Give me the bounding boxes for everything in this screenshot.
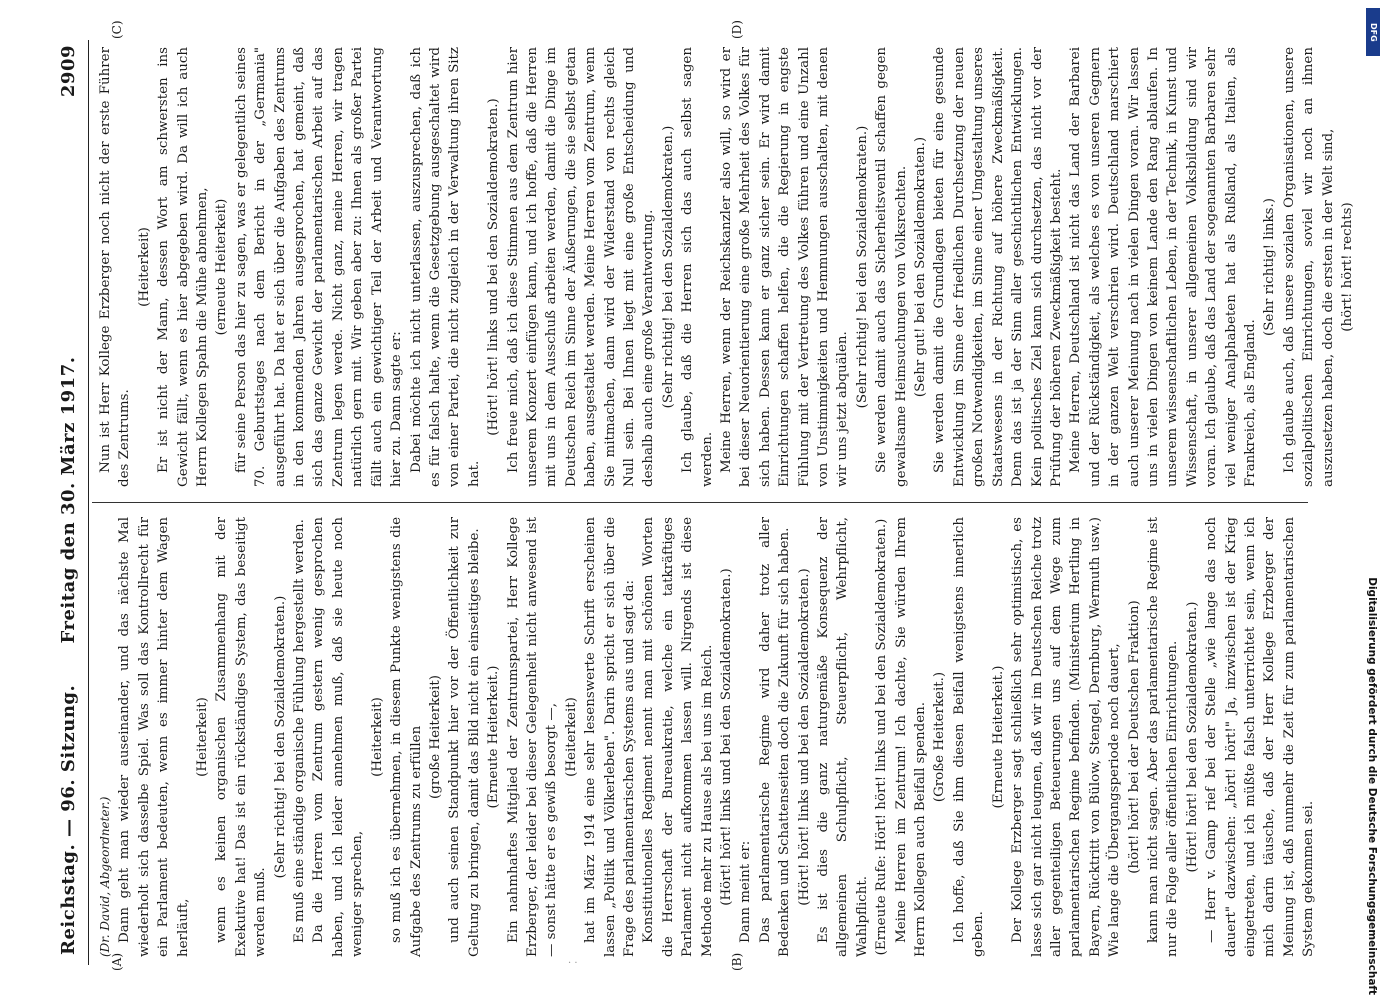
paragraph: Es muß eine ständige organische Fühlung hergestellt werden. xyxy=(292,519,308,943)
paragraph: Meine Herren im Zentrum! Ich dachte, Sie würden Ihrem Herrn Kollegen auch Beifall spenden. xyxy=(893,517,929,957)
paragraph: kann man nicht sagen. Aber das parlamentarische Regime ist nur die Folge aller öffentlichen Einrichtungen. xyxy=(1145,517,1181,957)
paragraph: — Herr v. Gamp rief bei der Stelle „wie lange das noch dauert" dazwischen: „hört! hört!" Ja, inzwischen ist der Krieg eingetreten, und ich müßte falsch unterrichtet sein, wenn ich mich darin täusche, daß der Herr Kollege Erzberger der Meinung ist, daß nunmehr die Zeit für zum parlamentarischen System gekommen sei. xyxy=(1204,517,1317,957)
interjection: (Sehr richtig! bei den Sozialdemokraten.) xyxy=(660,125,676,409)
speaker-name: (Dr. David, Abgeordneter.) xyxy=(98,796,112,957)
header-rule xyxy=(88,40,89,965)
running-header xyxy=(58,45,86,955)
paragraph: Ich glaube, daß die Herren sich das auch selbst sagen werden. xyxy=(680,47,715,487)
page-number: 2909 xyxy=(58,45,79,98)
paragraph: Meine Herren, Deutschland ist nicht das Land der Barbarei und der Rückständigkeit, als welches es von unseren Gegnern in der ganzen Welt verschrien wird. Deutschland marschiert auch unserer Meinung nach in vielen Dingen voran. Wir lassen uns in vielen Dingen von keinem Lande den Rang ablaufen. In unserem wissenschaftlichen Leben, in der Technik, in Kunst und Wissenschaft, in unserer allgemeinen Volksbildung sind wir voran. Ich glaube, daß das Land der sogenannten Barbaren sehr viel weniger Analphabeten hat als Rußland, als Italien, als Frankreich, als England. xyxy=(1068,47,1258,487)
digitization-credit xyxy=(1360,5,1378,995)
interjection: (Erneute Heiterkeit.) xyxy=(486,665,502,809)
interjection: (Hört! hört! links und bei den Sozialdemokraten.) xyxy=(486,98,502,436)
paragraph: Dann meint er: xyxy=(738,840,754,943)
interjection: (Große Heiterkeit.) xyxy=(932,671,948,803)
paragraph: hat im März 1914 eine sehr lesenswerte Schrift erscheinen lassen „Politik und Völkerleben". Darin spricht er sich über die Frage des parlamentarischen Systems aus und sagt da: xyxy=(583,517,637,957)
interjection: (Heiterkeit) xyxy=(136,227,152,307)
interjection: (Heiterkeit) xyxy=(369,697,385,777)
header-session: Reichstag. — 96. Sitzung. xyxy=(58,684,79,955)
paragraph: wenn es keinen organischen Zusammenhang mit der Exekutive hat! Das ist ein rückständiges System, das beseitigt werden muß. xyxy=(214,517,269,957)
paragraph: Nun ist Herr Kollege Erzberger noch nicht der erste Führer des Zentrums. xyxy=(98,47,133,487)
right-column xyxy=(96,47,1355,487)
paragraph: Er ist nicht der Mann, dessen Wort am schwersten ins Gewicht fällt, wenn es hier abgegeben wird. Da will ich auch Herrn Kollegen Spahn die Mühe abnehmen, xyxy=(156,47,211,487)
margin-marker-b: (B) xyxy=(730,952,744,971)
paragraph: Das parlamentarische Regime wird daher trotz aller Bedenken und Schattenseiten doch die Zukunft für sich haben. xyxy=(757,517,793,957)
paragraph: Ich glaube auch, daß unsere sozialen Organisationen, unsere sozialpolitischen Einrichtungen, soviel wir noch an ihnen auszusetzen haben, doch die ersten in der Welt sind, xyxy=(1281,47,1336,487)
paragraph: Ich freue mich, daß ich diese Stimmen aus dem Zentrum hier unserem Konzert einfügen kann, und ich hoffe, daß die Herren mit uns in dem Ausschuß arbeiten werden, damit die Dinge im Deutschen Reich im Sinne der Äußerungen, die sie selbst getan haben, ausgestaltet werden. Meine Herren vom Zentrum, wenn Sie mitmachen, dann wird der Widerstand von rechts gleich Null sein. Bei Ihnen liegt mit eine große Entscheidung und deshalb auch eine große Verantwortung. xyxy=(505,47,657,487)
interjection: (Sehr richtig! links.) xyxy=(1262,198,1278,336)
paragraph: Meine Herren, wenn der Reichskanzler also will, so wird er bei dieser Neuorientierung eine große Mehrheit des Volkes für sich haben. Dessen kann er ganz sicher sein. Er wird damit Einrichtungen schaffen helfen, die die Regierung in engste Fühlung mit der Vertretung des Volkes führen und eine Unzahl von Unstimmigkeiten und Hemmungen ausschalten, mit denen wir uns jetzt abquälen. xyxy=(719,47,851,487)
margin-marker-a: (A) xyxy=(110,952,124,971)
interjection: (Heiterkeit) xyxy=(563,697,579,777)
paragraph: Ein nahmhaftes Mitglied der Zentrumspartei, Herr Kollege Erzberger, der leider bei dieser Gelegenheit nicht anwesend ist — sonst hätte er es gewiß besorgt —, xyxy=(505,517,560,957)
paragraph: Konstitutionelles Regiment nennt man mit schönen Worten die Herrschaft der Bureaukratie, welche ein tatkräftiges Parlament nicht aufkommen lassen will. Nirgends ist diese Methode mehr zu Hause als bei uns im Reich. xyxy=(641,517,715,957)
paragraph: Dabei möchte ich nicht unterlassen, auszusprechen, daß ich es für falsch halte, wenn die Gesetzgebung ausgeschaltet wird von einer Partei, die nicht zugleich in der Verwaltung ihren Sitz hat. xyxy=(408,47,482,487)
paragraph: Es ist dies die ganz naturgemäße Konsequenz der allgemeinen Schulpflicht, Steuerpflicht, Wehrpflicht, Wahlpflicht. xyxy=(816,517,870,957)
paragraph: Sie werden damit auch das Sicherheitsventil schaffen gegen gewaltsame Heimsuchungen von Volksrechten. xyxy=(874,47,909,487)
interjection: (Hört! hört! links und bei den Sozialdemokraten.) xyxy=(719,568,734,906)
credit-text: Digitalisierung gefördert durch die Deutsche Forschungsgemeinschaft xyxy=(1366,577,1378,995)
paragraph: Der Kollege Erzberger sagt schließlich sehr optimistisch, es lasse sich gar nicht leugnen, daß wir im Deutschen Reiche trotz aller gegenteiligen Beteuerungen uns auf dem Wege zum parlamentarischen Regime befinden. (Ministerium Hertling in Bayern, Rücktritt von Bülow, Stengel, Dernburg, Wermuth usw.) Wie lange die Übergangsperiode noch dauert, xyxy=(1010,517,1123,957)
interjection: (hört! hört! rechts) xyxy=(1340,202,1355,332)
interjection: (Hört! hört! links und bei den Sozialdemokraten.) xyxy=(796,568,812,906)
interjection: (Sehr gut! bei den Sozialdemokraten.) xyxy=(913,136,929,398)
interjection: (Heiterkeit) xyxy=(195,697,211,777)
margin-marker-c: (C) xyxy=(110,20,124,39)
interjection: (erneute Heiterkeit) xyxy=(214,198,230,336)
paragraph: Da die Herren vom Zentrum gestern wenig gesprochen haben, und ich leider annehmen muß, daß sie heute noch weniger sprechen, xyxy=(311,517,366,957)
paragraph: und auch seinen Standpunkt hier vor der Öffentlichkeit zur Geltung zu bringen, damit das Bild nicht ein einseitiges bleibe. xyxy=(447,517,482,957)
interjection: (große Heiterkeit) xyxy=(427,675,443,799)
scan-speck: · · xyxy=(568,958,578,969)
paragraph: Ich hoffe, daß Sie ihm diesen Beifall wenigstens innerlich geben. xyxy=(951,517,987,957)
paragraph: für seine Person das hier zu sagen, was er gelegentlich seines 70. Geburtstages nach dem Bericht in der „Germania" ausgeführt hat. Da hat er sich über die Aufgaben des Zentrums in den kommenden Jahren ausgesprochen, hat gemeint, daß sich das ganze Gewicht der parlamentarischen Arbeit auf das Zentrum legen werde. Nicht ganz, meine Herren, wir tragen natürlich gern mit. Wir geben aber zu: Ihnen als großer Partei fällt auch ein gewichtiger Teil der Arbeit und Verantwortung hier zu. Dann sagte er: xyxy=(233,47,405,487)
paragraph: Sie werden damit die Grundlagen bieten für eine gesunde Entwicklung im Sinne der friedlichen Durchsetzung der neuen großen Notwendigkeiten, im Sinne einer Umgestaltung unseres Staatswesens in der Richtung auf höhere Zweckmäßigkeit. Denn das ist ja der Sinn aller geschichtlichen Entwicklungen. Kein politisches Ziel kann sich durchsetzen, das nicht vor der Prüfung der höheren Zweckmäßigkeit besteht. xyxy=(932,47,1064,487)
interjection: (Erneute Heiterkeit.) xyxy=(990,665,1006,809)
left-column xyxy=(96,517,1317,957)
interjection: (Sehr richtig! bei den Sozialdemokraten.) xyxy=(272,595,288,879)
column-divider xyxy=(92,502,1308,503)
interjection: (Hört! hört! bei den Sozialdemokraten.) xyxy=(1184,601,1200,873)
paragraph: so muß ich es übernehmen, in diesem Punkte wenigstens die Aufgabe des Zentrums zu erfüllen xyxy=(389,517,424,957)
rotated-newspaper-page xyxy=(40,20,1355,971)
paragraph: Dann geht man wieder auseinander, und das nächste Mal wiederholt sich dasselbe Spiel. Was soll das Kontrollrecht für ein Parlament bedeuten, wenn es immer hinter dem Wagen herläuft, xyxy=(117,517,191,957)
header-date: Freitag den 30. März 1917. xyxy=(58,356,79,644)
margin-marker-d: (D) xyxy=(730,20,744,39)
interjection: (Sehr richtig! bei den Sozialdemokraten.) xyxy=(854,125,870,409)
interjection: (hört! hört! bei der Deutschen Fraktion) xyxy=(1126,600,1142,874)
interjection: (Erneute Rufe: Hört! hört! links und bei den Sozialdemokraten.) xyxy=(874,518,890,956)
dfg-logo: DFG xyxy=(1366,8,1380,56)
